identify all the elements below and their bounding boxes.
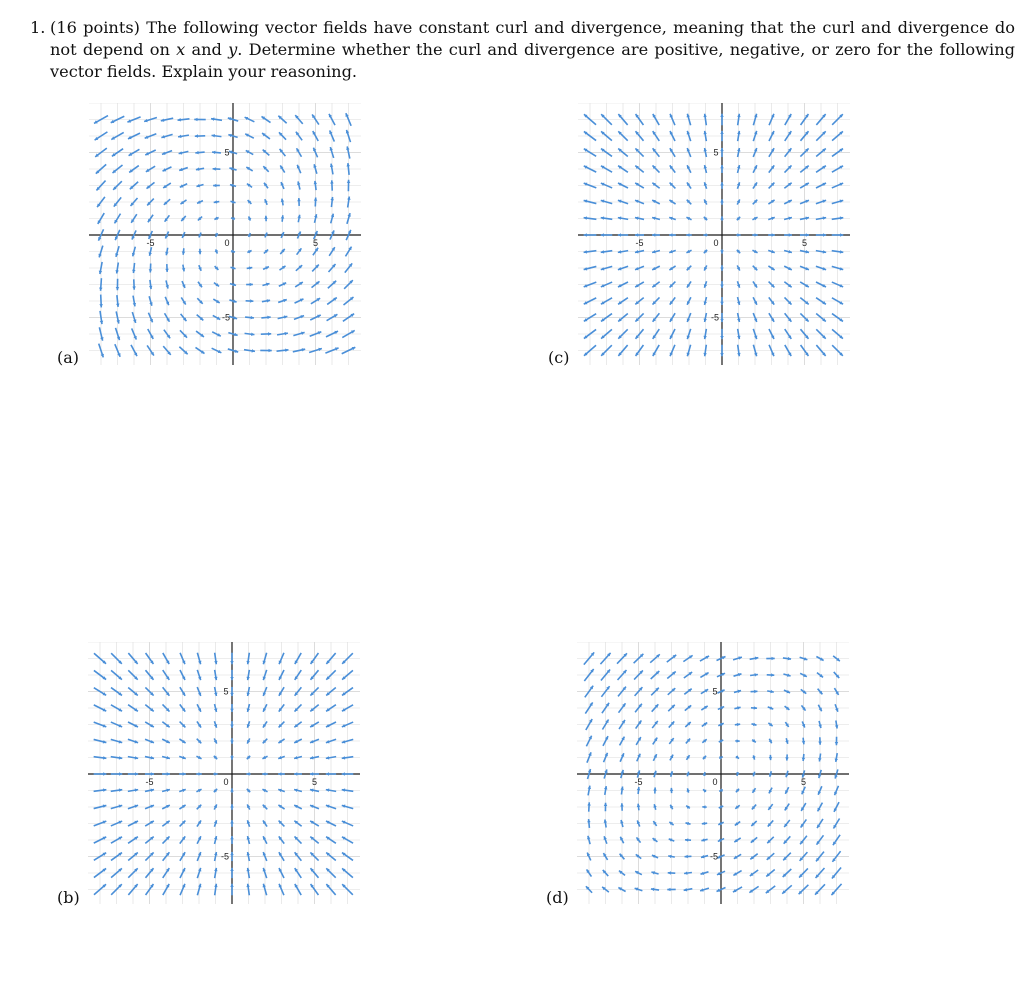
vector-arrow xyxy=(230,200,235,203)
statement-part-2: . Determine whether the curl and divergence are positive, negative, or zero for the following vector fields. Explain your reasoning. xyxy=(50,40,1015,81)
vector-arrow xyxy=(230,738,234,743)
vector-arrow xyxy=(653,787,657,793)
tick-label-origin: 0 xyxy=(713,238,719,248)
tick-label-x-pos: 5 xyxy=(800,777,807,787)
vector-arrow xyxy=(214,200,220,203)
vector-arrow xyxy=(687,788,690,792)
var-y: y xyxy=(228,40,238,59)
vector-arrow xyxy=(752,755,755,759)
vector-arrow xyxy=(702,822,707,825)
vector-arrow xyxy=(247,250,251,253)
plot-b-svg xyxy=(88,642,360,904)
tick-label-y-neg: -5 xyxy=(710,312,720,323)
vector-field-plot-b xyxy=(88,642,360,904)
tick-label-x-neg: -5 xyxy=(634,777,643,787)
vector-arrow xyxy=(735,739,740,743)
plot-d-label: (d) xyxy=(546,888,569,907)
grid xyxy=(577,642,849,904)
problem-1 xyxy=(30,17,1015,83)
vector-arrow xyxy=(215,233,218,237)
vector-arrow xyxy=(785,754,789,760)
vector-arrow xyxy=(264,216,268,221)
vector-arrow xyxy=(686,772,689,777)
tick-label-y-neg: -5 xyxy=(220,851,230,862)
vector-arrow xyxy=(247,233,250,237)
vector-arrow xyxy=(720,265,724,270)
statement-part-1: (16 points) The following vector fields have constant curl and divergence, meaning that the curl and divergence do not depend on xyxy=(50,18,1015,59)
vector-arrow xyxy=(720,199,724,204)
vector-arrow xyxy=(670,788,674,793)
vector-arrow xyxy=(752,233,757,237)
vector-arrow xyxy=(753,772,756,777)
vector-arrow xyxy=(703,789,707,792)
vector-field-plot-a xyxy=(89,103,361,365)
vector-arrow xyxy=(215,249,218,253)
vector-arrow xyxy=(247,266,253,269)
vector-arrow xyxy=(198,249,202,254)
tick-label-origin: 0 xyxy=(712,777,718,787)
vector-arrow xyxy=(230,266,235,269)
vector-arrow xyxy=(685,822,690,825)
vector-arrow xyxy=(248,216,251,220)
vector-arrow xyxy=(230,804,234,809)
problem-number: 1. xyxy=(30,18,46,37)
tick-label-y-neg: -5 xyxy=(709,851,719,862)
plot-a-label: (a) xyxy=(57,348,80,367)
vector-arrow xyxy=(735,723,740,726)
vector-field-plot-d xyxy=(577,642,849,904)
tick-label-y-neg: -5 xyxy=(221,312,231,323)
vector-arrow xyxy=(751,706,757,710)
vector-arrow xyxy=(196,772,201,776)
grid xyxy=(88,642,360,904)
plot-a-svg xyxy=(89,103,361,365)
tick-label-x-pos: 5 xyxy=(312,238,319,248)
tick-label-x-pos: 5 xyxy=(311,777,318,787)
vector-field-plot-c xyxy=(578,103,850,365)
vector-arrow xyxy=(702,805,707,809)
problem-statement xyxy=(50,17,1015,83)
tick-label-x-neg: -5 xyxy=(145,777,154,787)
tick-label-x-neg: -5 xyxy=(146,238,155,248)
tick-label-x-pos: 5 xyxy=(801,238,808,248)
statement-and: and xyxy=(185,40,229,59)
tick-label-y-pos: 5 xyxy=(713,147,719,158)
plot-c-svg xyxy=(578,103,850,365)
var-x: x xyxy=(176,40,186,59)
grid xyxy=(578,103,850,365)
vector-arrow xyxy=(214,217,218,220)
plot-b-label: (b) xyxy=(57,888,80,907)
vector-arrow xyxy=(769,755,773,760)
tick-label-y-pos: 5 xyxy=(712,686,718,697)
vector-arrow xyxy=(686,233,691,237)
tick-label-y-pos: 5 xyxy=(224,147,230,158)
tick-label-x-neg: -5 xyxy=(635,238,644,248)
plot-d-svg xyxy=(577,642,849,904)
plot-c-label: (c) xyxy=(548,348,570,367)
vector-arrow xyxy=(751,723,756,726)
grid xyxy=(89,103,361,365)
vector-arrow xyxy=(735,755,739,758)
vector-arrow xyxy=(262,772,267,776)
vector-arrow xyxy=(685,838,691,842)
tick-label-y-pos: 5 xyxy=(223,686,229,697)
tick-label-origin: 0 xyxy=(223,777,229,787)
tick-label-origin: 0 xyxy=(224,238,230,248)
